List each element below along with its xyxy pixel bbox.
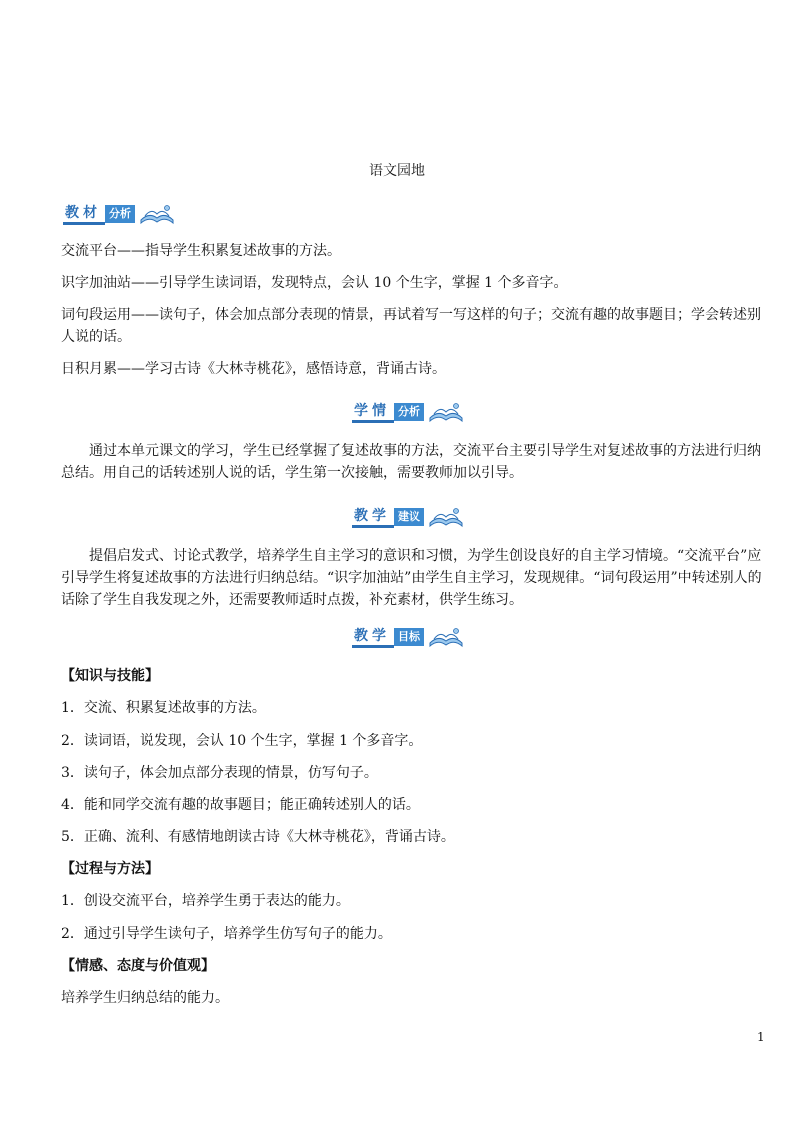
book-icon	[426, 625, 466, 649]
badge-main-label: 教学	[352, 627, 394, 648]
badge-sub-label: 分析	[394, 403, 424, 421]
book-icon	[137, 202, 177, 226]
analysis-line-4: 日积月累——学习古诗《大林寺桃花》，感悟诗意，背诵古诗。	[61, 361, 446, 377]
analysis-line-2: 识字加油站——引导学生读词语，发现特点，会认 10 个生字，掌握 1 个多音字。	[61, 275, 568, 291]
goal-knowledge-4: 4．能和同学交流有趣的故事题目；能正确转述别人的话。	[61, 797, 420, 813]
section-badge-teaching-goals	[352, 625, 466, 649]
advice-paragraph: 提倡启发式、讨论式教学，培养学生自主学习的意识和习惯，为学生创设良好的自主学习情境。“交流平台”应引导学生将复述故事的方法进行归纳总结。“识字加油站”由学生自主学习，发现规律。“词句段运用”中转述别人的话除了学生自我发现之外，还需要教师适时点拨，补充素材，供学生练习。	[61, 548, 762, 608]
badge-sub-label: 目标	[394, 628, 424, 646]
goal-process-1: 1．创设交流平台，培养学生勇于表达的能力。	[61, 893, 350, 909]
badge-main-label: 教学	[352, 507, 394, 528]
goal-knowledge-2: 2．读词语，说发现，会认 10 个生字，掌握 1 个多音字。	[61, 733, 423, 749]
goal-knowledge-1: 1．交流、积累复述故事的方法。	[61, 700, 266, 716]
goals-heading-process: 【过程与方法】	[61, 861, 159, 877]
analysis-line-3: 词句段运用——读句子，体会加点部分表现的情景，再试着写一写这样的句子；交流有趣的故事题目；学会转述别人说的话。	[61, 307, 761, 345]
badge-sub-label: 建议	[394, 508, 424, 526]
goals-heading-emotion: 【情感、态度与价值观】	[61, 958, 215, 974]
goal-emotion: 培养学生归纳总结的能力。	[61, 990, 229, 1006]
section-badge-learning-analysis	[352, 400, 466, 424]
section-badge-textbook-analysis	[63, 202, 177, 226]
document-title: 语文园地	[369, 163, 425, 179]
badge-main-label: 学情	[352, 402, 394, 423]
badge-sub-label: 分析	[105, 205, 135, 223]
goals-heading-knowledge: 【知识与技能】	[61, 668, 159, 684]
goal-knowledge-5: 5．正确、流利、有感情地朗读古诗《大林寺桃花》，背诵古诗。	[61, 829, 455, 845]
section-badge-teaching-advice	[352, 505, 466, 529]
goal-process-2: 2．通过引导学生读句子，培养学生仿写句子的能力。	[61, 926, 392, 942]
goal-knowledge-3: 3．读句子，体会加点部分表现的情景，仿写句子。	[61, 765, 378, 781]
learning-paragraph: 通过本单元课文的学习，学生已经掌握了复述故事的方法，交流平台主要引导学生对复述故事的方法进行归纳总结。用自己的话转述别人说的话，学生第一次接触，需要教师加以引导。	[61, 443, 761, 481]
book-icon	[426, 505, 466, 529]
book-icon	[426, 400, 466, 424]
analysis-line-1: 交流平台——指导学生积累复述故事的方法。	[61, 243, 341, 259]
page-number: 1	[757, 1030, 765, 1044]
badge-main-label: 教材	[63, 204, 105, 225]
